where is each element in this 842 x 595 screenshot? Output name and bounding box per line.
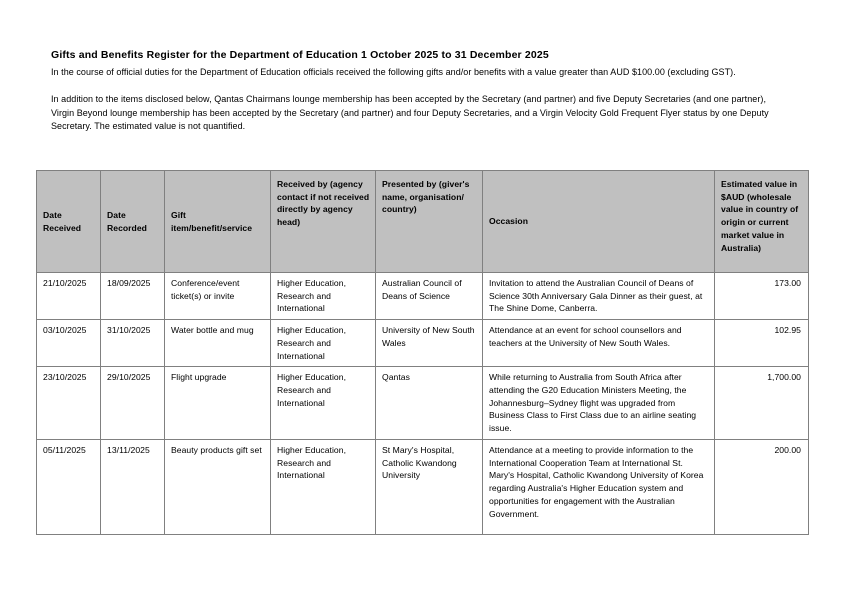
column-header-gift: Gift item/benefit/service xyxy=(165,171,271,273)
cell-gift: Conference/event ticket(s) or invite xyxy=(165,273,271,320)
cell-date-received: 23/10/2025 xyxy=(37,367,101,440)
intro-paragraph-2: In addition to the items disclosed below, Qantas Chairmans lounge membership has been accepted by the Secretary (and partner) and five Deputy Secretaries (and one partner), Virgin Beyond lounge membership has been accepted by the Secretary (and partner) and four Deputy Secretaries, and a Virgin Velocity Gold Frequent Flyer status by one Deputy Secretary. The estimated value is not quantified. xyxy=(51,93,769,132)
cell-date-received: 05/11/2025 xyxy=(37,439,101,534)
cell-estimated-value: 200.00 xyxy=(715,439,809,534)
column-header-date-received: Date Received xyxy=(37,171,101,273)
column-header-occasion: Occasion xyxy=(483,171,715,273)
page-title: Gifts and Benefits Register for the Department of Education 1 October 2025 to 31 December 2025 xyxy=(51,49,549,61)
cell-received-by: Higher Education, Research and International xyxy=(271,367,376,440)
cell-occasion: Invitation to attend the Australian Council of Deans of Science 30th Anniversary Gala Dinner as their guest, at The Shine Dome, Canberra. xyxy=(483,273,715,320)
cell-occasion: Attendance at a meeting to provide information to the International Cooperation Team at International St. Mary's Hospital, Catholic Kwandong University of Korea regarding Australia's Higher Education system and opportunities for engagement with the Australian Government. xyxy=(483,439,715,534)
cell-gift: Flight upgrade xyxy=(165,367,271,440)
table-row xyxy=(37,273,809,320)
table-header xyxy=(37,171,809,273)
column-header-date-recorded: Date Recorded xyxy=(101,171,165,273)
cell-received-by: Higher Education, Research and International xyxy=(271,273,376,320)
cell-received-by: Higher Education, Research and International xyxy=(271,320,376,367)
cell-received-by: Higher Education, Research and International xyxy=(271,439,376,534)
gifts-register-table xyxy=(36,170,809,535)
cell-presented-by: Qantas xyxy=(376,367,483,440)
cell-presented-by: University of New South Wales xyxy=(376,320,483,367)
cell-estimated-value: 1,700.00 xyxy=(715,367,809,440)
cell-presented-by: St Mary's Hospital, Catholic Kwandong University xyxy=(376,439,483,534)
cell-estimated-value: 173.00 xyxy=(715,273,809,320)
cell-date-recorded: 31/10/2025 xyxy=(101,320,165,367)
table-row xyxy=(37,367,809,440)
cell-date-recorded: 29/10/2025 xyxy=(101,367,165,440)
cell-gift: Beauty products gift set xyxy=(165,439,271,534)
table-row xyxy=(37,439,809,534)
table-body xyxy=(37,273,809,535)
cell-date-recorded: 18/09/2025 xyxy=(101,273,165,320)
cell-occasion: Attendance at an event for school counsellors and teachers at the University of New South Wales. xyxy=(483,320,715,367)
cell-presented-by: Australian Council of Deans of Science xyxy=(376,273,483,320)
column-header-received-by: Received by (agency contact if not received directly by agency head) xyxy=(271,171,376,273)
cell-date-received: 21/10/2025 xyxy=(37,273,101,320)
column-header-estimated-value: Estimated value in $AUD (wholesale value in country of origin or current market value in Australia) xyxy=(715,171,809,273)
cell-estimated-value: 102.95 xyxy=(715,320,809,367)
table-header-row xyxy=(37,171,809,273)
cell-date-received: 03/10/2025 xyxy=(37,320,101,367)
column-header-presented-by: Presented by (giver's name, organisation/ country) xyxy=(376,171,483,273)
cell-date-recorded: 13/11/2025 xyxy=(101,439,165,534)
cell-gift: Water bottle and mug xyxy=(165,320,271,367)
intro-paragraph-1: In the course of official duties for the Department of Education officials received the following gifts and/or benefits with a value greater than AUD $100.00 (excluding GST). xyxy=(51,67,736,78)
table-row xyxy=(37,320,809,367)
cell-occasion: While returning to Australia from South Africa after attending the G20 Education Ministers Meeting, the Johannesburg–Sydney flight was upgraded from Business Class to First Class due to an airline seating issue. xyxy=(483,367,715,440)
